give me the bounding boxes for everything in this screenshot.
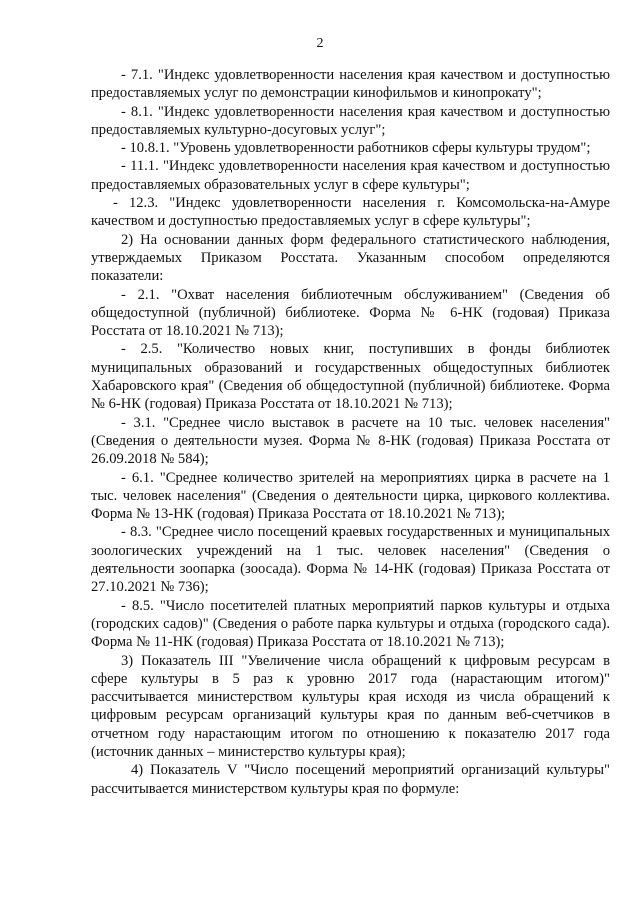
- indicator-2-1: - 2.1. "Охват населения библиотечным обслуживанием" (Сведения об общедоступной (публичной) библиотеке. Форма № 6-НК (годовая) Приказа Росстата от 18.10.2021 № 713);: [91, 286, 610, 340]
- indicator-10-8-1: - 10.8.1. "Уровень удовлетворенности работников сферы культуры трудом";: [121, 140, 591, 157]
- section-4-indicator-v: 4) Показатель V "Число посещений мероприятий организаций культуры" рассчитывается министерством культуры края по формуле:: [91, 762, 610, 797]
- indicator-8-1: - 8.1. "Индекс удовлетворенности населения края качеством и доступностью предоставляемых культурно-досуговых услуг";: [91, 103, 610, 138]
- indicator-7-1: - 7.1. "Индекс удовлетворенности населения края качеством и доступностью предоставляемых услуг по демонстрации кинофильмов и кинопрокату";: [91, 67, 610, 102]
- indicator-6-1: - 6.1. "Среднее количество зрителей на мероприятиях цирка в расчете на 1 тыс. человек населения" (Сведения о деятельности цирка, циркового коллектива. Форма № 13-НК (годовая) Приказа Росстата от 18.10.2021 № 713);: [91, 469, 610, 523]
- indicator-8-3: - 8.3. "Среднее число посещений краевых государственных и муниципальных зоологических учреждений на 1 тыс. человек населения" (Сведения о деятельности зоопарка (зоосада). Форма № 14-НК (годовая) Приказа Росстата от 27.10.2021 № 736);: [91, 524, 610, 596]
- indicator-11-1: - 11.1. "Индекс удовлетворенности населения края качеством и доступностью предоставляемых образовательных услуг в сфере культуры";: [91, 158, 610, 193]
- indicator-2-5: - 2.5. "Количество новых книг, поступивших в фонды библиотек муниципальных образований и государственных общедоступных библиотек Хабаровского края" (Сведения об общедоступной (публичной) библиотеке. Форма № 6-НК (годовая) Приказа Росстата от 18.10.2021 № 713);: [91, 341, 610, 413]
- indicator-3-1: - 3.1. "Среднее число выставок в расчете на 10 тыс. человек населения" (Сведения о деятельности музея. Форма № 8-НК (годовая) Приказа Росстата от 26.09.2018 № 584);: [91, 414, 610, 468]
- page-number: 2: [316, 36, 324, 51]
- document-body: [91, 66, 610, 798]
- section-2-intro: 2) На основании данных форм федерального статистического наблюдения, утверждаемых Приказом Росстата. Указанным способом определяются показатели:: [91, 231, 610, 285]
- section-3-indicator-iii: 3) Показатель III "Увеличение числа обращений к цифровым ресурсам в сфере культуры в 5 раз к уровню 2017 года (нарастающим итогом)" рассчитывается министерством культуры края исходя из числа обращений к цифровым ресурсам организаций культуры края по данным веб-счетчиков в отчетном году нарастающим итогом по отношению к показателю 2017 года (источник данных – министерство культуры края);: [91, 652, 610, 760]
- indicator-12-3: - 12.3. "Индекс удовлетворенности населения г. Комсомольска-на-Амуре качеством и доступностью предоставляемых услуг в сфере культуры";: [91, 195, 610, 230]
- indicator-8-5: - 8.5. "Число посетителей платных мероприятий парков культуры и отдыха (городских садов)" (Сведения о работе парка культуры и отдыха (городского сада). Форма № 11-НК (годовая) Приказа Росстата от 18.10.2021 № 713);: [91, 597, 610, 651]
